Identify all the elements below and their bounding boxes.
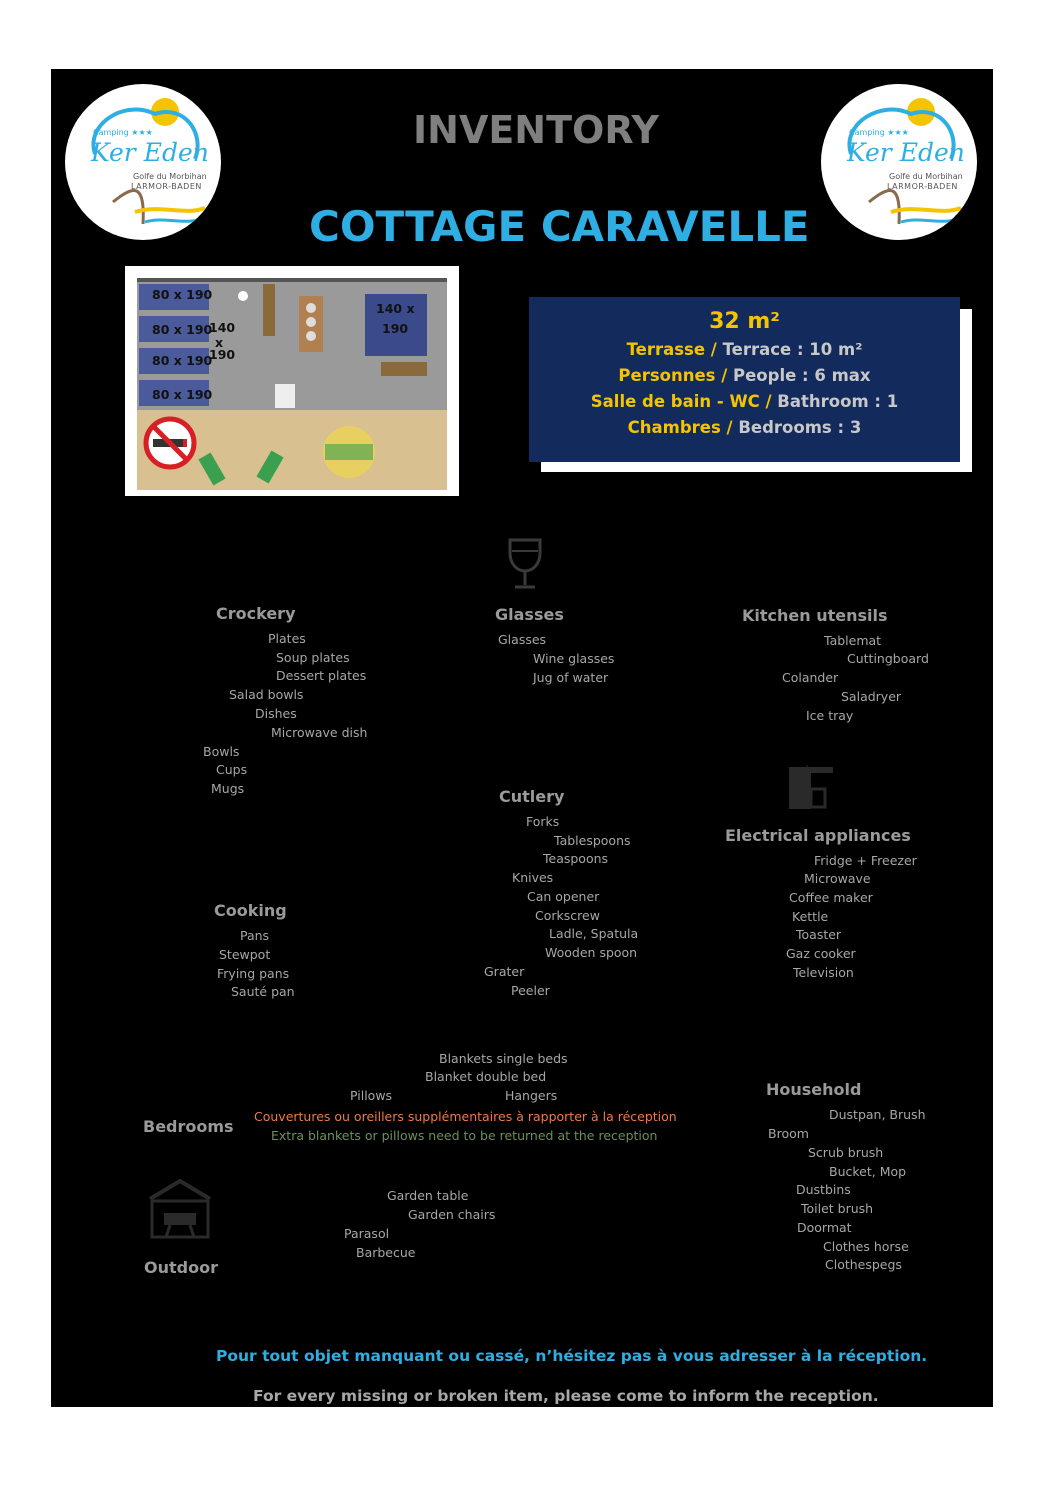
page-subtitle: COTTAGE CARAVELLE <box>309 202 810 251</box>
wine-glass-icon <box>506 537 544 591</box>
glasses-item: Jug of water <box>533 670 609 685</box>
crockery-item: Cups <box>216 762 248 777</box>
cooking-heading: Cooking <box>214 901 287 920</box>
crockery-heading: Crockery <box>216 604 296 623</box>
page-title: INVENTORY <box>413 108 660 152</box>
logo-town: LARMOR-BADEN <box>887 182 958 191</box>
crockery-item: Plates <box>268 631 306 646</box>
outdoor-item: Parasol <box>344 1226 390 1241</box>
electrical-item: Television <box>793 965 854 980</box>
info-people: Personnes / People : 6 max <box>618 366 871 385</box>
kitchen-heading: Kitchen utensils <box>742 606 888 625</box>
bed-label: 80 x 190 <box>152 287 213 302</box>
cutlery-item: Grater <box>484 964 525 979</box>
cutlery-item: Tablespoons <box>554 833 631 848</box>
glasses-heading: Glasses <box>495 605 564 624</box>
electrical-item: Fridge + Freezer <box>814 853 917 868</box>
cutlery-item: Forks <box>526 814 560 829</box>
cooking-item: Stewpot <box>219 947 271 962</box>
crockery-item: Dishes <box>255 706 297 721</box>
household-item: Toilet brush <box>801 1201 874 1216</box>
outdoor-item: Barbecue <box>356 1245 416 1260</box>
kitchen-item: Ice tray <box>806 708 854 723</box>
bed-label: 80 x 190 <box>152 353 213 368</box>
household-item: Broom <box>768 1126 809 1141</box>
double-bed-label: 140 x <box>376 301 415 316</box>
household-item: Scrub brush <box>808 1145 884 1160</box>
cooking-item: Sauté pan <box>231 984 295 999</box>
garden-house-icon <box>146 1177 214 1241</box>
bedrooms-item: Pillows <box>350 1088 393 1103</box>
household-item: Dustpan, Brush <box>829 1107 926 1122</box>
bedrooms-item: Blankets single beds <box>439 1051 568 1066</box>
outdoor-item: Garden table <box>387 1188 469 1203</box>
logo-town: LARMOR-BADEN <box>131 182 202 191</box>
outdoor-heading: Outdoor <box>144 1258 218 1277</box>
household-item: Doormat <box>797 1220 852 1235</box>
household-item: Dustbins <box>796 1182 851 1197</box>
bedrooms-note-en: Extra blankets or pillows need to be returned at the reception <box>271 1128 658 1143</box>
cutlery-item: Teaspoons <box>543 851 609 866</box>
info-box <box>529 297 960 462</box>
cutlery-item: Peeler <box>511 983 550 998</box>
crockery-item: Bowls <box>203 744 240 759</box>
logo-left <box>65 84 221 240</box>
cutlery-heading: Cutlery <box>499 787 565 806</box>
logo-name: Ker Eden <box>847 138 965 167</box>
cooking-item: Frying pans <box>217 966 290 981</box>
footer-fr: Pour tout objet manquant ou cassé, n’hésitez pas à vous adresser à la réception. <box>216 1347 928 1365</box>
double-bed-label: 190 <box>209 347 236 362</box>
bedrooms-heading: Bedrooms <box>143 1117 234 1136</box>
household-item: Bucket, Mop <box>829 1164 907 1179</box>
cooking-item: Pans <box>240 928 270 943</box>
footer-en: For every missing or broken item, please come to inform the reception. <box>253 1387 879 1405</box>
electrical-heading: Electrical appliances <box>725 826 911 845</box>
glasses-item: Glasses <box>498 632 547 647</box>
cutlery-item: Corkscrew <box>535 908 600 923</box>
electrical-item: Coffee maker <box>789 890 873 905</box>
electrical-item: Toaster <box>796 927 842 942</box>
kitchen-item: Tablemat <box>824 633 882 648</box>
glasses-item: Wine glasses <box>533 651 615 666</box>
bedrooms-item: Blanket double bed <box>425 1069 547 1084</box>
cutlery-item: Knives <box>512 870 554 885</box>
logo-right <box>821 84 977 240</box>
crockery-item: Salad bowls <box>229 687 304 702</box>
logo-camping: Camping ★★★ <box>93 128 153 137</box>
bed-label: 80 x 190 <box>152 387 213 402</box>
electrical-item: Gaz cooker <box>786 946 856 961</box>
kitchen-item: Cuttingboard <box>847 651 929 666</box>
cutlery-item: Wooden spoon <box>545 945 638 960</box>
bedrooms-item: Hangers <box>505 1088 558 1103</box>
coffee-maker-icon <box>787 765 837 811</box>
cutlery-item: Can opener <box>527 889 600 904</box>
floor-plan <box>125 266 459 496</box>
cutlery-item: Ladle, Spatula <box>549 926 639 941</box>
kitchen-item: Colander <box>782 670 839 685</box>
outdoor-item: Garden chairs <box>408 1207 496 1222</box>
area-value: 32 m² <box>709 309 780 334</box>
crockery-item: Mugs <box>211 781 245 796</box>
logo-region: Golfe du Morbihan <box>133 172 207 181</box>
no-smoking-icon <box>143 416 197 470</box>
kitchen-item: Saladryer <box>841 689 902 704</box>
logo-camping: Camping ★★★ <box>849 128 909 137</box>
household-item: Clothespegs <box>825 1257 902 1272</box>
double-bed-label: 140 <box>209 320 236 335</box>
electrical-item: Microwave <box>804 871 871 886</box>
household-heading: Household <box>766 1080 862 1099</box>
crockery-item: Soup plates <box>276 650 350 665</box>
bed-label: 80 x 190 <box>152 322 213 337</box>
info-bathroom: Salle de bain - WC / Bathroom : 1 <box>590 392 899 411</box>
double-bed-label: 190 <box>382 321 409 336</box>
logo-name: Ker Eden <box>91 138 209 167</box>
logo-region: Golfe du Morbihan <box>889 172 963 181</box>
electrical-item: Kettle <box>792 909 829 924</box>
household-item: Clothes horse <box>823 1239 909 1254</box>
info-terrace: Terrasse / Terrace : 10 m² <box>626 340 863 359</box>
crockery-item: Microwave dish <box>271 725 368 740</box>
crockery-item: Dessert plates <box>276 668 367 683</box>
info-bedrooms: Chambres / Bedrooms : 3 <box>627 418 862 437</box>
double-bed-label: x <box>215 335 224 350</box>
bedrooms-note-fr: Couvertures ou oreillers supplémentaires à rapporter à la réception <box>254 1109 677 1124</box>
